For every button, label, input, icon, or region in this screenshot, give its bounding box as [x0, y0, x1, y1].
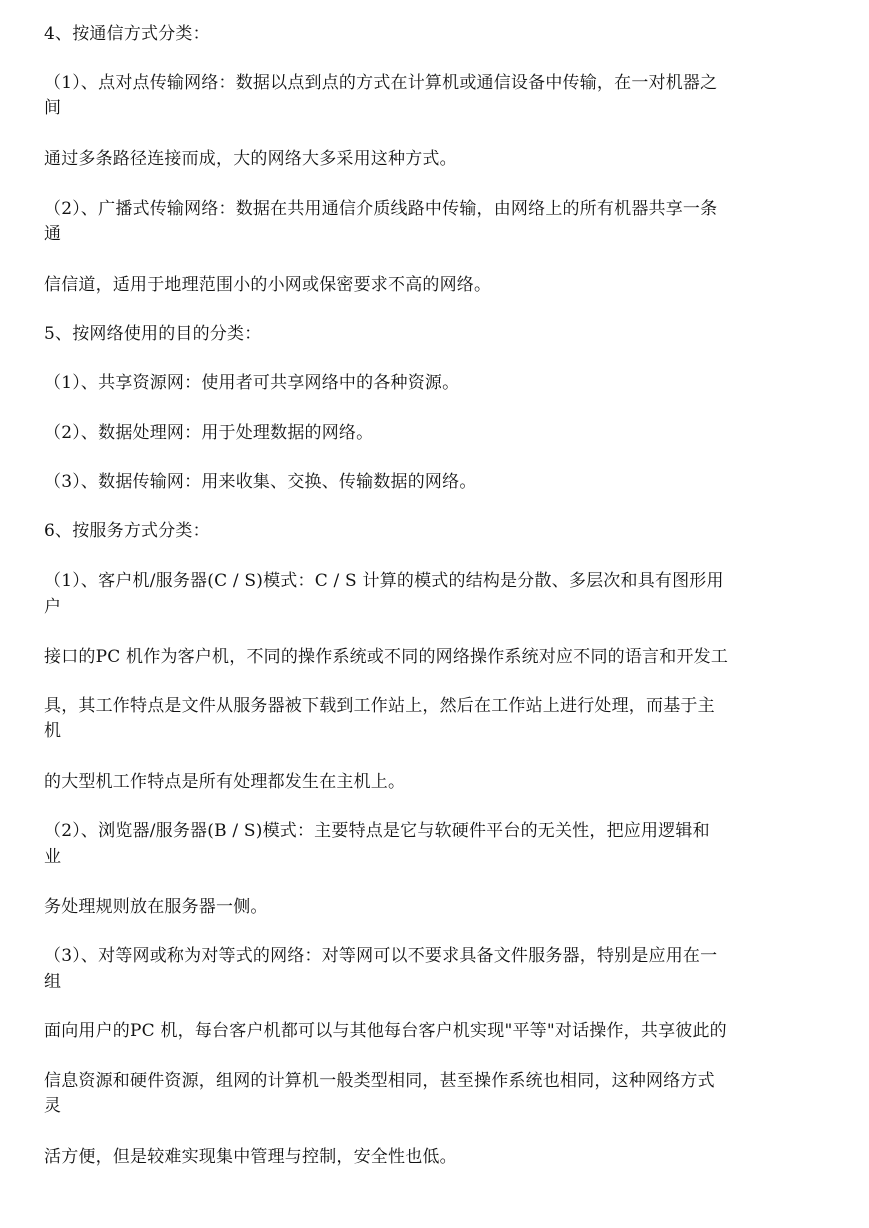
paragraph-line: 的大型机工作特点是所有处理都发生在主机上。 — [44, 772, 406, 792]
paragraph-line: 务处理规则放在服务器一侧。 — [44, 897, 268, 917]
paragraph-line: 面向用户的PC 机，每台客户机都可以与其他每台客户机实现"平等"对话操作，共享彼此的 — [44, 1021, 727, 1041]
section-heading-4: 4、按通信方式分类： — [44, 24, 210, 44]
paragraph-line: 通过多条路径连接而成，大的网络大多采用这种方式。 — [44, 149, 457, 169]
paragraph-line: 接口的PC 机作为客户机，不同的操作系统或不同的网络操作系统对应不同的语言和开发工 — [44, 647, 729, 667]
paragraph-line: 机 — [44, 721, 62, 741]
paragraph-line: 间 — [44, 98, 62, 118]
paragraph-line: 信信道，适用于地理范围小的小网或保密要求不高的网络。 — [44, 275, 492, 295]
section-heading-5: 5、按网络使用的目的分类： — [44, 324, 262, 344]
paragraph-line: （1）、客户机/服务器(C / S)模式：C / S 计算的模式的结构是分散、多层次和具有图形用 — [44, 571, 724, 591]
paragraph-line: （2）、广播式传输网络：数据在共用通信介质线路中传输，由网络上的所有机器共享一条 — [44, 199, 718, 219]
section-heading-6: 6、按服务方式分类： — [44, 521, 210, 541]
paragraph-line: 活方便，但是较难实现集中管理与控制，安全性也低。 — [44, 1147, 457, 1167]
paragraph-line: （2）、数据处理网：用于处理数据的网络。 — [44, 423, 374, 443]
paragraph-line: 具，其工作特点是文件从服务器被下载到工作站上，然后在工作站上进行处理，而基于主 — [44, 696, 715, 716]
paragraph-line: 户 — [44, 597, 62, 617]
paragraph-line: （1）、点对点传输网络：数据以点到点的方式在计算机或通信设备中传输，在一对机器之 — [44, 73, 718, 93]
paragraph-line: （1）、共享资源网：使用者可共享网络中的各种资源。 — [44, 373, 460, 393]
paragraph-line: 业 — [44, 847, 62, 867]
paragraph-line: 信息资源和硬件资源，组网的计算机一般类型相同，甚至操作系统也相同，这种网络方式 — [44, 1071, 715, 1091]
paragraph-line: （3）、对等网或称为对等式的网络：对等网可以不要求具备文件服务器，特别是应用在一 — [44, 946, 718, 966]
paragraph-line: 通 — [44, 224, 62, 244]
paragraph-line: 灵 — [44, 1096, 62, 1116]
paragraph-line: （3）、数据传输网：用来收集、交换、传输数据的网络。 — [44, 472, 477, 492]
paragraph-line: 组 — [44, 972, 62, 992]
paragraph-line: （2）、浏览器/服务器(B / S)模式：主要特点是它与软硬件平台的无关性，把应用逻辑和 — [44, 821, 710, 841]
